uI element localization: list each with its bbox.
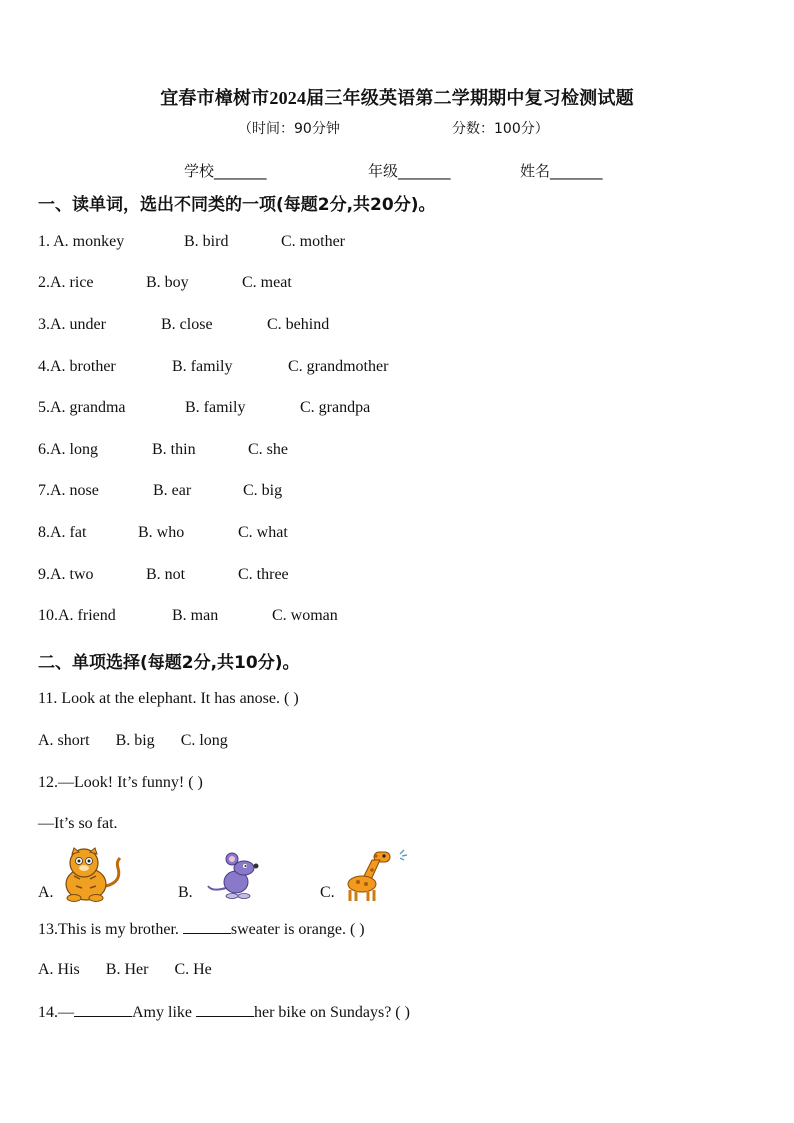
q5-option-c: C. grandpa bbox=[300, 399, 371, 416]
q10-option-a: 10.A. friend bbox=[38, 607, 116, 624]
q11-options bbox=[38, 732, 228, 750]
q6-option-a: 6.A. long bbox=[38, 441, 98, 458]
q1-option-b: B. bird bbox=[184, 233, 229, 250]
q13-blank bbox=[183, 919, 231, 934]
page-title: 宜春市樟树市2024届三年级英语第二学期期中复习检测试题 bbox=[160, 88, 634, 108]
section2-heading: 二、单项选择(每题2分,共10分)。 bbox=[38, 653, 300, 673]
q14-suffix: her bike on Sundays? ( ) bbox=[254, 1004, 410, 1021]
q3-option-a: 3.A. under bbox=[38, 316, 106, 333]
q13-text bbox=[38, 919, 365, 939]
q13-suffix: sweater is orange. ( ) bbox=[230, 921, 365, 938]
q3-option-c: C. behind bbox=[267, 316, 330, 333]
q8-option-b: B. who bbox=[138, 524, 185, 541]
q9-option-a: 9.A. two bbox=[38, 566, 94, 583]
q12-text: 12.—Look! It’s funny! ( ) bbox=[38, 774, 203, 791]
q4-option-a: 4.A. brother bbox=[38, 358, 116, 375]
q6-option-b: B. thin bbox=[152, 441, 196, 458]
q1-option-c: C. mother bbox=[281, 233, 345, 250]
q5-option-a: 5.A. grandma bbox=[38, 399, 126, 416]
q14-blank-2 bbox=[196, 1002, 254, 1017]
q14-prefix: 14.— bbox=[38, 1004, 74, 1021]
q2-option-c: C. meat bbox=[242, 274, 292, 291]
q7-option-c: C. big bbox=[243, 482, 283, 499]
q12-reply: —It’s so fat. bbox=[38, 815, 118, 832]
q14-text bbox=[38, 1002, 410, 1022]
q13-option-c: C. He bbox=[174, 961, 212, 978]
q14-blank-1 bbox=[74, 1002, 132, 1017]
q12-option-c: C. bbox=[320, 884, 335, 901]
tiger-icon bbox=[60, 846, 126, 902]
section1-heading: 一、读单词，选出不同类的一项(每题2分,共20分)。 bbox=[38, 195, 436, 215]
q13-options bbox=[38, 961, 212, 979]
q13-option-b: B. Her bbox=[105, 961, 149, 978]
grade-field: 年级_______ bbox=[368, 162, 451, 180]
q8-option-a: 8.A. fat bbox=[38, 524, 87, 541]
q4-option-b: B. family bbox=[172, 358, 233, 375]
q2-option-a: 2.A. rice bbox=[38, 274, 94, 291]
q9-option-c: C. three bbox=[238, 566, 289, 583]
giraffe-icon bbox=[344, 846, 410, 902]
q7-option-b: B. ear bbox=[153, 482, 192, 499]
q9-option-b: B. not bbox=[146, 566, 186, 583]
q13-option-a: A. His bbox=[38, 961, 80, 978]
school-field: 学校_______ bbox=[184, 162, 267, 180]
q13-prefix: 13.This is my brother. bbox=[38, 921, 179, 938]
q7-option-a: 7.A. nose bbox=[38, 482, 99, 499]
mouse-icon bbox=[204, 852, 268, 900]
q3-option-b: B. close bbox=[161, 316, 213, 333]
q5-option-b: B. family bbox=[185, 399, 246, 416]
q12-option-b: B. bbox=[178, 884, 193, 901]
q10-option-c: C. woman bbox=[272, 607, 338, 624]
q11-option-a: A. short bbox=[38, 732, 90, 749]
q11-option-c: C. long bbox=[180, 732, 228, 749]
score-info: 分数：100分） bbox=[452, 121, 549, 137]
q6-option-c: C. she bbox=[248, 441, 288, 458]
q14-middle: Amy like bbox=[132, 1004, 192, 1021]
q2-option-b: B. boy bbox=[146, 274, 189, 291]
q10-option-b: B. man bbox=[172, 607, 219, 624]
q11-option-b: B. big bbox=[115, 732, 155, 749]
q8-option-c: C. what bbox=[238, 524, 288, 541]
time-info: （时间：90分钟 bbox=[238, 121, 340, 137]
q11-text: 11. Look at the elephant. It has anose. ( ) bbox=[38, 690, 299, 707]
q1-option-a: 1. A. monkey bbox=[38, 233, 125, 250]
q4-option-c: C. grandmother bbox=[288, 358, 389, 375]
name-field: 姓名_______ bbox=[520, 162, 603, 180]
q12-option-a: A. bbox=[38, 884, 54, 901]
